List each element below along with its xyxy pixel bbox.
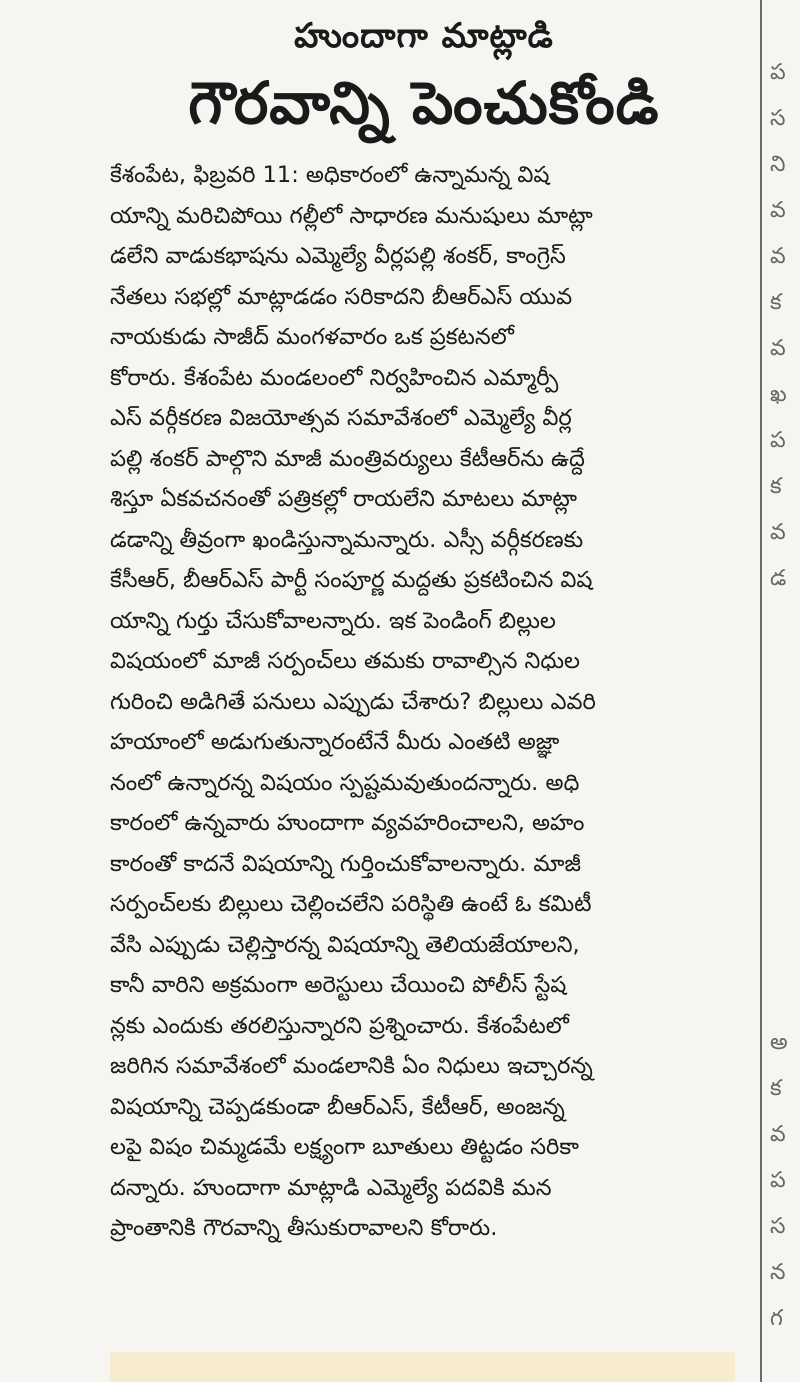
adjacent-column-fragment: వ — [770, 244, 786, 269]
adjacent-column-fragment: వ — [770, 336, 786, 361]
article-body-line: కోరారు. కేశంపేట మండలంలో నిర్వహించిన ఎమ్మార్పీ — [110, 364, 559, 391]
article-body-line: విషయాన్ని చెప్పడకుండా బీఆర్ఎస్, కేటీఆర్, అంజన్న — [110, 1093, 565, 1120]
article-body-line: యాన్ని గుర్తు చేసుకోవాలన్నారు. ఇక పెండింగ్ బిల్లుల — [110, 607, 556, 634]
article-body-line: వేసి ఎప్పుడు చెల్లిస్తారన్న విషయాన్ని తెలియజేయాలని, — [110, 931, 580, 958]
adjacent-column-fragment: ప — [770, 428, 786, 453]
adjacent-column-bottom-fragment — [770, 1020, 800, 1360]
adjacent-column-fragment: ప — [770, 60, 786, 85]
article-kicker: హుందాగా మాట్లాడి — [294, 16, 554, 56]
article-headline: గౌరవాన్ని పెంచుకోండి — [188, 69, 660, 137]
article-body-line: జరిగిన సమావేశంలో మండలానికి ఏం నిధులు ఇచ్చారన్న — [110, 1053, 593, 1079]
article-body-line: కేశంపేట, ఫిబ్రవరి 11: అధికారంలో ఉన్నామన్న విష — [110, 162, 550, 188]
adjacent-column-fragment: ని — [770, 152, 786, 177]
article-body-line: పల్లి శంకర్ పాల్గొని మాజీ మంత్రివర్యులు కేటీఆర్‌ను ఉద్దే — [110, 445, 585, 472]
adjacent-column-fragment: గ — [770, 1306, 783, 1331]
article-body-line: సర్పంచ్‌లకు బిల్లులు చెల్లించలేని పరిస్థితి ఉంటే ఓ కమిటీ — [110, 891, 592, 917]
adjacent-column-fragment: వ — [770, 198, 786, 223]
adjacent-column-fragment: న — [770, 1260, 786, 1285]
article-body-line: కానీ వారిని అక్రమంగా అరెస్టులు చేయించి పోలీస్ స్టేష — [110, 972, 567, 998]
article-body-line: న్లకు ఎందుకు తరలిస్తున్నారని ప్రశ్నించారు. కేశంపేటలో — [110, 1012, 569, 1039]
article-body-line: గురించి అడిగితే పనులు ఎప్పుడు చేశారు? బిల్లులు ఎవరి — [110, 688, 596, 715]
article-body-line: కారంతో కాదనే విషయాన్ని గుర్తించుకోవాలన్నారు. మాజీ — [110, 850, 581, 877]
adjacent-column-fragment: స — [770, 1214, 786, 1239]
article-body-line: నేతలు సభల్లో మాట్లాడడం సరికాదని బీఆర్ఎస్ యువ — [110, 283, 573, 310]
adjacent-column-fragment: వ — [770, 520, 786, 545]
column-divider — [760, 0, 762, 1382]
article-body-line: కేసీఆర్, బీఆర్ఎస్ పార్టీ సంపూర్ణ మద్దతు ప్రకటించిన విష — [110, 567, 593, 593]
adjacent-column-fragment: క — [770, 1076, 782, 1101]
adjacent-column-top-fragment — [770, 50, 800, 650]
article-body-line: డలేని వాడుకభాషను ఎమ్మెల్యే వీర్లపల్లి శంకర్, కాంగ్రెస్ — [110, 243, 566, 269]
article-body-line: శిస్తూ ఏకవచనంతో పత్రికల్లో రాయలేని మాటలు మాట్లా — [110, 486, 577, 512]
article-body-line: యాన్ని మరిచిపోయి గల్లీలో సాధారణ మనుషులు మాట్లా — [110, 202, 593, 229]
article-body-line: దన్నారు. హుందాగా మాట్లాడి ఎమ్మెల్యే పదవికి మన — [110, 1174, 552, 1201]
adjacent-column-fragment: క — [770, 290, 782, 315]
adjacent-column-fragment: డ — [770, 566, 787, 591]
adjacent-column-fragment: స — [770, 106, 786, 131]
adjacent-column-fragment: ప — [770, 1168, 786, 1193]
adjacent-column-fragment: అ — [770, 1030, 788, 1055]
article-body-line: కారంలో ఉన్నవారు హుందాగా వ్యవహరించాలని, అహం — [110, 810, 585, 836]
article-body-line: ఎస్ వర్గీకరణ విజయోత్సవ సమావేశంలో ఎమ్మెల్యే వీర్ల — [110, 405, 572, 431]
adjacent-column-fragment: క — [770, 474, 782, 499]
article — [100, 0, 748, 1382]
article-body-line: ప్రాంతానికి గౌరవాన్ని తీసుకురావాలని కోరారు. — [110, 1215, 498, 1241]
article-body-line: నాయకుడు సాజీద్ మంగళవారం ఒక ప్రకటనలో — [110, 324, 514, 350]
article-body-line: హయాంలో అడుగుతున్నారంటేనే మీరు ఎంతటి అజ్ఞా — [110, 729, 560, 755]
article-body — [110, 155, 740, 1249]
adjacent-column-fragment: ఖ — [770, 382, 787, 407]
article-body-line: డడాన్ని తీవ్రంగా ఖండిస్తున్నామన్నారు. ఎస్సీ వర్గీకరణకు — [110, 526, 584, 553]
article-body-line: నంలో ఉన్నారన్న విషయం స్పష్టమవుతుందన్నారు. అధి — [110, 769, 580, 796]
adjacent-column-fragment: వ — [770, 1122, 786, 1147]
article-body-line: లపై విషం చిమ్మడమే లక్ష్యంగా బూతులు తిట్టడం సరికా — [110, 1134, 579, 1160]
article-body-line: విషయంలో మాజీ సర్పంచ్‌లు తమకు రావాల్సిన నిధుల — [110, 648, 580, 674]
bottom-highlight-band — [110, 1352, 735, 1382]
